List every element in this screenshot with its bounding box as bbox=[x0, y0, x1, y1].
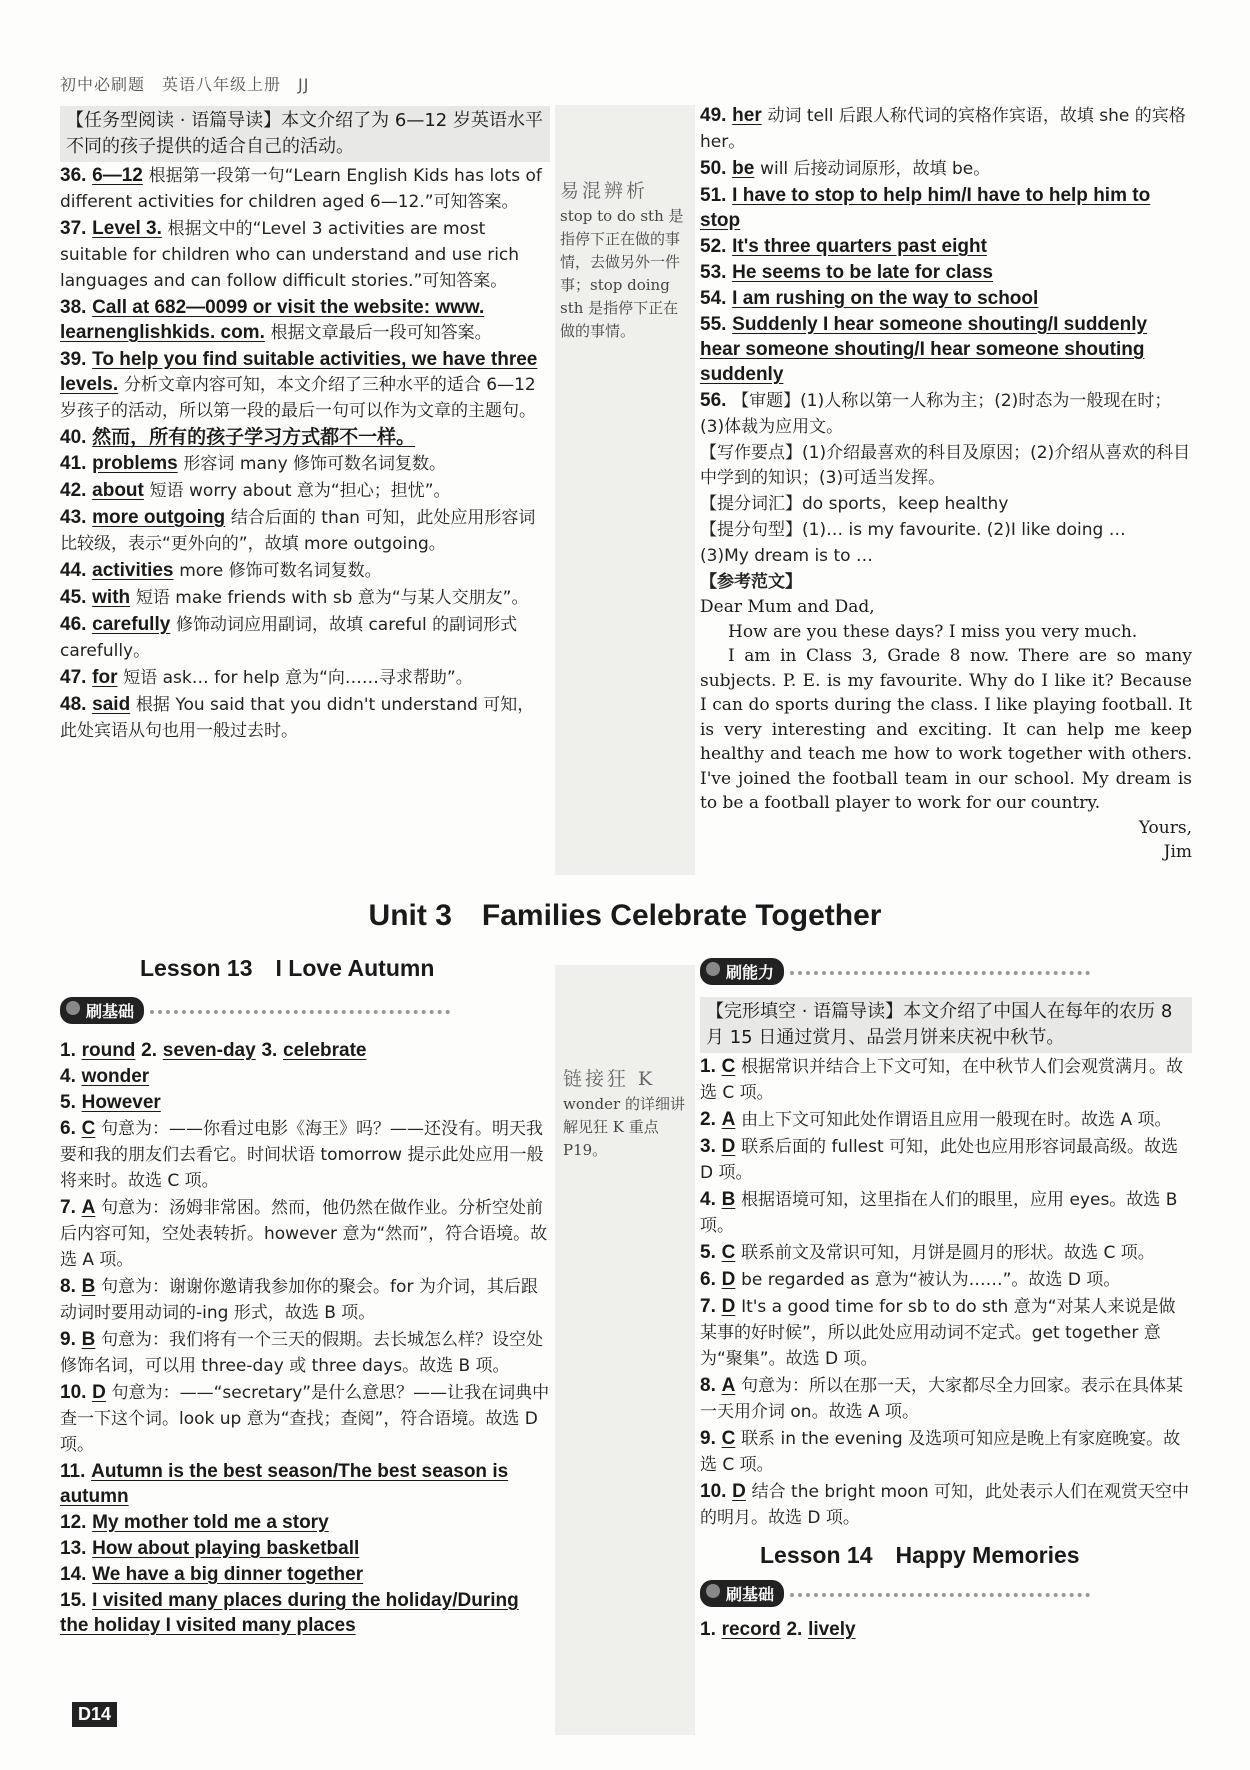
lesson-title: Lesson 13 I Love Autumn bbox=[140, 955, 435, 981]
answer-text: Autumn is the best season/The best season is autumn bbox=[60, 1461, 509, 1507]
side-note-title: 链接狂 K bbox=[563, 1068, 656, 1090]
answer-text: I visited many places during the holiday/During the holiday I visited many places bbox=[60, 1590, 519, 1636]
answer-item bbox=[60, 665, 550, 691]
answer-item bbox=[700, 1267, 1192, 1293]
item-number: 55. bbox=[700, 314, 727, 335]
answer-text: be bbox=[732, 158, 755, 179]
item-number: 56. bbox=[700, 390, 727, 411]
answer-row bbox=[700, 1617, 1192, 1642]
answer-item bbox=[60, 1195, 550, 1273]
writing-analysis: 【审题】(1)人称以第一人称为主；(2)时态为一般现在时；(3)体裁为应用文。 bbox=[700, 391, 1172, 437]
answer-text: round bbox=[81, 1040, 136, 1061]
letter-paragraph: I am in Class 3, Grade 8 now. There are so many subjects. P. E. is my favourite. Why do I like it? Because I can do sports during the class. I like playing football. It is very interesting and exciting. It can help me keep healthy and teach me how to work together with others. I've joined the football team in our school. My dream is to be a football player to work for our country. bbox=[700, 646, 1192, 813]
answer-item bbox=[700, 1426, 1192, 1478]
answer-text: However bbox=[81, 1092, 161, 1113]
answer-text: Call at 682—0099 or visit the website: www. learnenglishkids. com. bbox=[60, 297, 485, 343]
answer-text: D bbox=[721, 1296, 736, 1317]
answer-text: A bbox=[81, 1197, 96, 1218]
item-number: 14. bbox=[60, 1564, 87, 1585]
basic-badge: 刷基础 bbox=[700, 1580, 784, 1607]
answer-text: Level 3. bbox=[92, 218, 162, 239]
writing-points: 【写作要点】(1)介绍最喜欢的科目及原因；(2)介绍从喜欢的科目中学到的知识；(3)可适当发挥。 bbox=[700, 443, 1191, 488]
side-note-link bbox=[563, 1068, 690, 1162]
item-number: 6. bbox=[700, 1269, 716, 1290]
explanation: 根据语境可知，这里指在人们的眼里，应用 eyes。故选 B 项。 bbox=[700, 1190, 1178, 1236]
basic-badge: 刷基础 bbox=[60, 997, 144, 1024]
answer-item bbox=[60, 558, 550, 584]
item-number: 7. bbox=[60, 1197, 76, 1218]
answer-item bbox=[60, 1327, 550, 1379]
answer-list bbox=[700, 103, 1192, 387]
answer-item bbox=[60, 1459, 550, 1509]
answer-text: for bbox=[92, 667, 118, 688]
answer-text: To help you find suitable activities, we have three levels. bbox=[60, 349, 538, 395]
answer-item bbox=[700, 312, 1192, 387]
answer-text: My mother told me a story bbox=[92, 1512, 329, 1533]
item-number: 3. bbox=[261, 1040, 278, 1061]
answer-item bbox=[700, 183, 1192, 233]
item-number: 37. bbox=[60, 218, 87, 239]
answer-text: We have a big dinner together bbox=[92, 1564, 364, 1585]
answer-text: C bbox=[721, 1242, 736, 1263]
answer-item bbox=[60, 347, 550, 424]
answer-text: record bbox=[721, 1619, 781, 1640]
explanation: 根据第一段第一句“Learn English Kids has lots of different activities for children aged 6—12.”可知答案。 bbox=[60, 166, 542, 212]
explanation: will 后接动词原形，故填 be。 bbox=[760, 159, 991, 179]
item-number: 48. bbox=[60, 694, 87, 715]
side-note-text: stop to do sth 是指停下正在做的事情，去做另外一件事；stop doing sth 是指停下正在做的事情。 bbox=[560, 207, 684, 340]
section-badge-row bbox=[700, 958, 1192, 985]
side-note-confusion bbox=[560, 180, 690, 343]
item-number: 38. bbox=[60, 297, 87, 318]
explanation: 动词 tell 后跟人称代词的宾格作宾语，故填 she 的宾格 her。 bbox=[700, 106, 1186, 152]
item-number: 39. bbox=[60, 349, 87, 370]
explanation: 根据 You said that you didn't understand 可知，此处宾语从句也用一般过去时。 bbox=[60, 695, 535, 741]
explanation: 结合 the bright moon 可知，此处表示人们在观赏天空中的明月。故选 D 项。 bbox=[700, 1482, 1190, 1528]
answer-text: A bbox=[721, 1109, 736, 1130]
item-number: 15. bbox=[60, 1590, 87, 1611]
letter-signature: Jim bbox=[1163, 842, 1192, 862]
answer-item bbox=[60, 1064, 550, 1089]
answer-item bbox=[700, 286, 1192, 311]
explanation: 联系 in the evening 及选项可知应是晚上有家庭晚宴。故选 C 项。 bbox=[700, 1429, 1181, 1475]
answer-text: I have to stop to help him/I have to help him to stop bbox=[700, 185, 1151, 231]
answer-text: It's three quarters past eight bbox=[732, 236, 987, 257]
sample-heading: 【参考范文】 bbox=[700, 572, 802, 592]
answer-item bbox=[60, 1588, 550, 1638]
answer-text: seven-day bbox=[162, 1040, 256, 1061]
answer-item bbox=[60, 1274, 550, 1326]
answer-item bbox=[60, 1536, 550, 1561]
answer-item bbox=[60, 1562, 550, 1587]
item-number: 3. bbox=[700, 1136, 716, 1157]
side-note-title: 易混辨析 bbox=[560, 180, 649, 202]
item-number: 54. bbox=[700, 288, 727, 309]
item-number: 8. bbox=[700, 1375, 716, 1396]
section-badge-row bbox=[60, 997, 550, 1024]
answer-item bbox=[60, 478, 550, 504]
explanation: 联系前文及常识可知，月饼是圆月的形状。故选 C 项。 bbox=[741, 1243, 1155, 1263]
answer-item bbox=[700, 1187, 1192, 1239]
item-number: 53. bbox=[700, 262, 727, 283]
answer-item bbox=[60, 1510, 550, 1535]
item-number: 9. bbox=[60, 1329, 76, 1350]
item-number: 2. bbox=[786, 1619, 803, 1640]
answer-list bbox=[700, 1054, 1192, 1531]
explanation: It's a good time for sb to do sth 意为“对某人来说是做某事的好时候”，所以此处应用动词不定式。get together 意为“聚集”。故选 D 项。 bbox=[700, 1297, 1176, 1369]
item-number: 4. bbox=[700, 1189, 716, 1210]
answer-text: about bbox=[92, 480, 144, 501]
dotted-rule bbox=[790, 1593, 1090, 1597]
item-number: 4. bbox=[60, 1066, 76, 1087]
page-number: D14 bbox=[72, 1702, 117, 1727]
answer-item bbox=[700, 1134, 1192, 1186]
explanation: 短语 ask… for help 意为“向……寻求帮助”。 bbox=[123, 668, 473, 688]
answer-text: said bbox=[92, 694, 131, 715]
sample-letter bbox=[700, 595, 1192, 865]
answer-item bbox=[700, 103, 1192, 155]
answer-item bbox=[700, 156, 1192, 182]
letter-greeting: Dear Mum and Dad, bbox=[700, 597, 875, 617]
answer-text: D bbox=[732, 1481, 746, 1502]
answer-text: problems bbox=[92, 453, 178, 474]
letter-closing: Yours, bbox=[1138, 817, 1192, 838]
answer-text: D bbox=[92, 1382, 106, 1403]
explanation: 根据常识并结合上下文可知，在中秋节人们会观赏满月。故选 C 项。 bbox=[700, 1057, 1184, 1103]
item-number: 1. bbox=[700, 1056, 716, 1077]
item-number: 1. bbox=[60, 1040, 76, 1061]
answer-item bbox=[60, 216, 550, 294]
ability-badge: 刷能力 bbox=[700, 958, 784, 985]
item-number: 8. bbox=[60, 1276, 76, 1297]
item-number: 43. bbox=[60, 507, 87, 528]
answer-text: How about playing basketball bbox=[92, 1538, 360, 1559]
answer-item bbox=[60, 585, 550, 611]
item-number: 5. bbox=[700, 1242, 716, 1263]
item-number: 49. bbox=[700, 105, 727, 126]
answer-item bbox=[60, 1090, 550, 1115]
item-number: 51. bbox=[700, 185, 727, 206]
explanation: 句意为：——“secretary”是什么意思？——让我在词典中查一下这个词。look up 意为“查找；查阅”，符合语境。故选 D 项。 bbox=[60, 1383, 550, 1455]
answer-text: activities bbox=[92, 560, 174, 581]
left-top-column bbox=[60, 106, 550, 744]
explanation: 根据文中的“Level 3 activities are most suitable for children who can understand and use rich languages and can follow difficult stories.”可知答案。 bbox=[60, 219, 520, 291]
answer-text: C bbox=[721, 1056, 736, 1077]
answer-row bbox=[60, 1038, 550, 1063]
dotted-rule bbox=[150, 1010, 450, 1014]
answer-item bbox=[700, 1054, 1192, 1106]
item-number: 44. bbox=[60, 560, 87, 581]
answer-text: 然而，所有的孩子学习方式都不一样。 bbox=[92, 427, 416, 448]
writing-task bbox=[700, 388, 1192, 440]
answer-text: her bbox=[732, 105, 762, 126]
answer-item bbox=[60, 295, 550, 346]
answer-text: celebrate bbox=[283, 1040, 367, 1061]
page-header: 初中必刷题 英语八年级上册 JJ bbox=[60, 75, 310, 94]
item-number: 45. bbox=[60, 587, 87, 608]
writing-vocab: 【提分词汇】do sports，keep healthy bbox=[700, 494, 1009, 514]
answer-item bbox=[60, 692, 550, 744]
letter-paragraph: How are you these days? I miss you very much. bbox=[728, 621, 1138, 642]
item-number: 47. bbox=[60, 667, 87, 688]
right-top-column bbox=[700, 102, 1192, 865]
explanation: 句意为：——你看过电影《海王》吗？——还没有。明天我要和我的朋友们去看它。时间状语 tomorrow 提示此处应用一般将来时。故选 C 项。 bbox=[60, 1119, 544, 1191]
explanation: 结合后面的 than 可知，此处应用形容词比较级，表示“更外向的”，故填 more outgoing。 bbox=[60, 508, 536, 554]
answer-text: C bbox=[721, 1428, 736, 1449]
explanation: 句意为：我们将有一个三天的假期。去长城怎么样？设空处修饰名词，可以用 three-day 或 three days。故选 B 项。 bbox=[60, 1330, 544, 1376]
answer-text: carefully bbox=[92, 614, 171, 635]
answer-item bbox=[700, 1107, 1192, 1133]
item-number: 11. bbox=[60, 1461, 86, 1482]
item-number: 6. bbox=[60, 1118, 76, 1139]
item-number: 46. bbox=[60, 614, 87, 635]
answer-text: D bbox=[721, 1269, 736, 1290]
explanation: 分析文章内容可知，本文介绍了三种水平的适合 6—12 岁孩子的活动，所以第一段的最后一句可以作为文章的主题句。 bbox=[60, 375, 536, 421]
writing-sentences-3: (3)My dream is to … bbox=[700, 546, 873, 566]
answer-text: 6—12 bbox=[92, 165, 143, 186]
side-note-text: wonder 的详细讲解见狂 K 重点 P19。 bbox=[563, 1095, 685, 1159]
answer-list bbox=[60, 1064, 550, 1638]
answer-item bbox=[700, 1373, 1192, 1425]
answer-text: He seems to be late for class bbox=[732, 262, 993, 283]
answer-list bbox=[60, 163, 550, 744]
answer-item bbox=[60, 425, 550, 450]
item-number: 36. bbox=[60, 165, 87, 186]
explanation: be regarded as 意为“被认为……”。故选 D 项。 bbox=[741, 1270, 1121, 1290]
explanation: 短语 make friends with sb 意为“与某人交朋友”。 bbox=[135, 588, 529, 608]
answer-text: B bbox=[81, 1276, 96, 1297]
answer-text: A bbox=[721, 1375, 736, 1396]
item-number: 7. bbox=[700, 1296, 716, 1317]
item-number: 1. bbox=[700, 1619, 716, 1640]
answer-item bbox=[60, 505, 550, 557]
item-number: 13. bbox=[60, 1538, 87, 1559]
explanation: 由上下文可知此处作谓语且应用一般现在时。故选 A 项。 bbox=[741, 1110, 1172, 1130]
item-number: 52. bbox=[700, 236, 727, 257]
explanation: 联系后面的 fullest 可知，此处也应用形容词最高级。故选 D 项。 bbox=[700, 1137, 1179, 1183]
item-number: 2. bbox=[700, 1109, 716, 1130]
item-number: 9. bbox=[700, 1428, 716, 1449]
item-number: 41. bbox=[60, 453, 87, 474]
answer-text: with bbox=[92, 587, 131, 608]
right-bottom-column bbox=[700, 958, 1192, 1642]
unit-title: Unit 3 Families Celebrate Together bbox=[368, 899, 882, 932]
dotted-rule bbox=[790, 971, 1090, 975]
explanation: 根据文章最后一段可知答案。 bbox=[270, 323, 492, 343]
explanation: 短语 worry about 意为“担心；担忧”。 bbox=[149, 481, 451, 501]
explanation: 句意为：所以在那一天，大家都尽全力回家。表示在具体某一天用介词 on。故选 A 项。 bbox=[700, 1376, 1184, 1422]
answer-item bbox=[60, 1380, 550, 1458]
answer-text: more outgoing bbox=[92, 507, 226, 528]
answer-item bbox=[60, 163, 550, 215]
item-number: 5. bbox=[60, 1092, 76, 1113]
answer-text: lively bbox=[808, 1619, 856, 1640]
item-number: 50. bbox=[700, 158, 727, 179]
item-number: 10. bbox=[700, 1481, 727, 1502]
explanation: 句意为：汤姆非常困。然而，他仍然在做作业。分析空处前后内容可知，空处表转折。however 意为“然而”，符合语境。故选 A 项。 bbox=[60, 1198, 548, 1270]
explanation: 句意为：谢谢你邀请我参加你的聚会。for 为介词，其后跟动词时要用动词的-ing 形式，故选 B 项。 bbox=[60, 1277, 538, 1323]
lesson-title: Lesson 14 Happy Memories bbox=[760, 1542, 1080, 1568]
answer-item bbox=[60, 451, 550, 477]
item-number: 40. bbox=[60, 427, 87, 448]
answer-text: C bbox=[81, 1118, 96, 1139]
answer-item bbox=[60, 1116, 550, 1194]
answer-text: Suddenly I hear someone shouting/I suddenly hear someone shouting/I hear someone shouting suddenly bbox=[700, 314, 1148, 385]
answer-text: wonder bbox=[81, 1066, 150, 1087]
item-number: 42. bbox=[60, 480, 87, 501]
section-badge-row bbox=[700, 1580, 1192, 1607]
explanation: more 修饰可数名词复数。 bbox=[179, 561, 382, 581]
answer-item bbox=[700, 234, 1192, 259]
answer-item bbox=[700, 1240, 1192, 1266]
reading-guide: 【任务型阅读 · 语篇导读】本文介绍了为 6—12 岁英语水平不同的孩子提供的适合自己的活动。 bbox=[60, 106, 550, 162]
answer-text: I am rushing on the way to school bbox=[732, 288, 1039, 309]
answer-item bbox=[700, 1479, 1192, 1531]
item-number: 10. bbox=[60, 1382, 87, 1403]
answer-item bbox=[60, 612, 550, 664]
answer-item bbox=[700, 1294, 1192, 1372]
writing-sentences: 【提分句型】(1)… is my favourite. (2)I like doing … bbox=[700, 520, 1126, 540]
lesson13-column bbox=[60, 950, 550, 1638]
answer-text: B bbox=[81, 1329, 96, 1350]
answer-text: D bbox=[721, 1136, 736, 1157]
answer-text: B bbox=[721, 1189, 736, 1210]
explanation: 修饰动词应用副词，故填 careful 的副词形式 carefully。 bbox=[60, 615, 518, 661]
item-number: 12. bbox=[60, 1512, 87, 1533]
cloze-guide: 【完形填空 · 语篇导读】本文介绍了中国人在每年的农历 8 月 15 日通过赏月、品尝月饼来庆祝中秋节。 bbox=[700, 997, 1192, 1053]
answer-item bbox=[700, 260, 1192, 285]
explanation: 形容词 many 修饰可数名词复数。 bbox=[183, 454, 447, 474]
item-number: 2. bbox=[141, 1040, 158, 1061]
